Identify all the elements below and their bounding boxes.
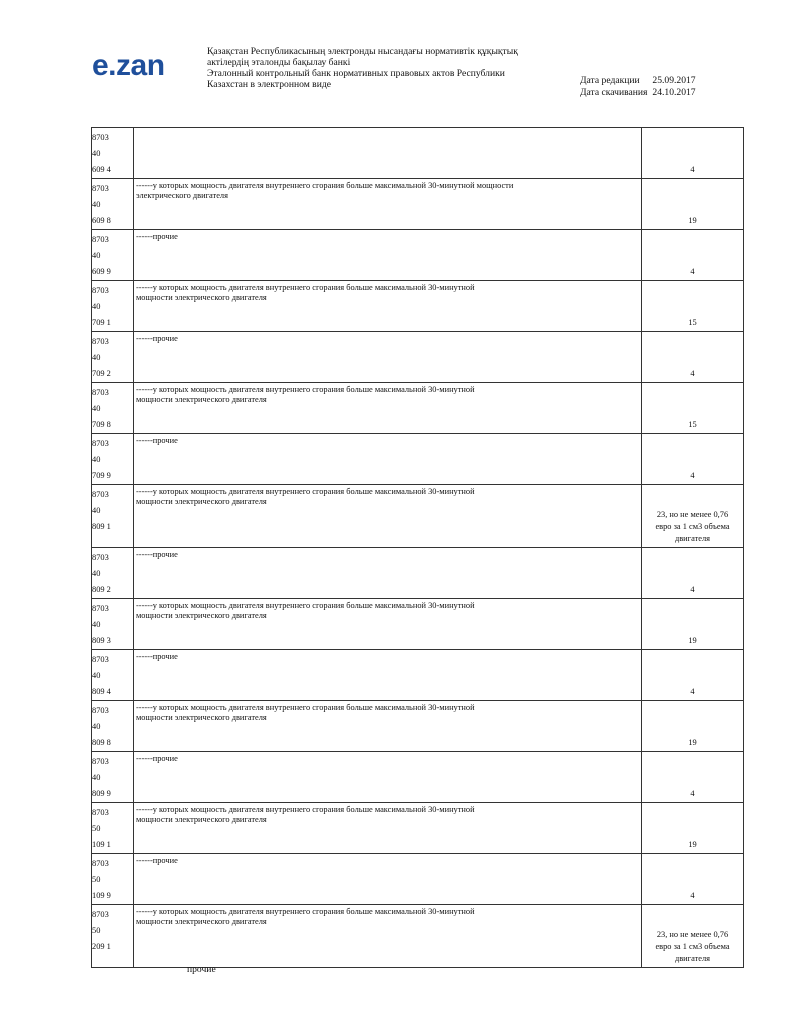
organization-title [207, 46, 567, 90]
table-row [92, 281, 744, 332]
commodity-code-cell [92, 179, 134, 230]
description-line: электрического двигателя [136, 191, 228, 200]
commodity-code-part: 8703 [92, 655, 109, 664]
description-cell [134, 650, 642, 701]
duty-rate-cell [642, 179, 744, 230]
commodity-code-part: 40 [92, 404, 101, 413]
edit-date-row [580, 75, 696, 87]
description-cell [134, 599, 642, 650]
download-date-value: 24.10.2017 [652, 87, 696, 98]
commodity-code-part: 40 [92, 506, 101, 515]
org-line: актілердің эталонды бақылау банкі [207, 57, 351, 68]
commodity-code-part: 609 9 [92, 267, 111, 276]
description-line: ------прочие [136, 334, 178, 343]
description-cell [134, 434, 642, 485]
commodity-code-part: 809 1 [92, 522, 111, 531]
edit-date-value: 25.09.2017 [652, 75, 696, 86]
commodity-code-cell [92, 599, 134, 650]
duty-rate-value [642, 509, 743, 547]
commodity-code-part: 8703 [92, 490, 109, 499]
duty-rate-value [642, 635, 743, 649]
duty-rate-line: 15 [688, 420, 697, 429]
duty-rate-line: двигателя [674, 954, 711, 963]
commodity-code-part: 709 9 [92, 471, 111, 480]
table-row [92, 599, 744, 650]
duty-rate-line: 15 [688, 318, 697, 327]
commodity-code-cell [92, 752, 134, 803]
commodity-code-part: 809 8 [92, 738, 111, 747]
commodity-code-part: 40 [92, 353, 101, 362]
table-row [92, 332, 744, 383]
duty-rate-cell [642, 905, 744, 968]
commodity-code-part: 50 [92, 875, 101, 884]
description-line: ------прочие [136, 856, 178, 865]
duty-rate-line: 4 [690, 687, 695, 696]
download-date-label: Дата скачивания [580, 87, 648, 98]
table-row [92, 752, 744, 803]
description-cell [134, 701, 642, 752]
commodity-code-cell [92, 434, 134, 485]
duty-rate-cell [642, 128, 744, 179]
duty-rate-cell [642, 803, 744, 854]
commodity-code-part: 40 [92, 569, 101, 578]
duty-rate-value [642, 266, 743, 280]
description-cell [134, 905, 642, 968]
commodity-code-part: 209 1 [92, 942, 111, 951]
commodity-code-part: 40 [92, 722, 101, 731]
description-cell [134, 752, 642, 803]
commodity-code-part: 8703 [92, 388, 109, 397]
commodity-code-part: 50 [92, 926, 101, 935]
commodity-code-part: 809 2 [92, 585, 111, 594]
duty-rate-line: 19 [688, 636, 697, 645]
tariff-table [91, 127, 744, 968]
description-line: ------прочие [136, 754, 178, 763]
commodity-code-part: 40 [92, 671, 101, 680]
commodity-code-part: 8703 [92, 553, 109, 562]
description-cell [134, 281, 642, 332]
duty-rate-line: 23, но не менее 0,76 [656, 510, 729, 519]
table-row [92, 485, 744, 548]
duty-rate-value [642, 788, 743, 802]
commodity-code-part: 8703 [92, 859, 109, 868]
table-row [92, 128, 744, 179]
description-cell [134, 230, 642, 281]
commodity-code-part: 40 [92, 773, 101, 782]
description-line: ------прочие [136, 436, 178, 445]
commodity-code-part: 50 [92, 824, 101, 833]
commodity-code-part: 109 9 [92, 891, 111, 900]
duty-rate-line: 4 [690, 267, 695, 276]
document-dates [580, 75, 696, 99]
description-line: мощности электрического двигателя [136, 611, 267, 620]
commodity-code-cell [92, 650, 134, 701]
description-line: мощности электрического двигателя [136, 815, 267, 824]
duty-rate-line: 23, но не менее 0,76 [656, 930, 729, 939]
commodity-code-part: 8703 [92, 604, 109, 613]
duty-rate-value [642, 686, 743, 700]
description-cell [134, 803, 642, 854]
commodity-code-cell [92, 128, 134, 179]
commodity-code-cell [92, 905, 134, 968]
description-cell [134, 485, 642, 548]
commodity-code-cell [92, 854, 134, 905]
table-row [92, 803, 744, 854]
description-cell [134, 548, 642, 599]
commodity-code-part: 8703 [92, 757, 109, 766]
duty-rate-cell [642, 752, 744, 803]
commodity-code-cell [92, 383, 134, 434]
org-line: Эталонный контрольный банк нормативных правовых актов Республики [207, 68, 505, 79]
org-line: Қазақстан Республикасының электронды нысандағы нормативтік құқықтық [207, 46, 518, 57]
duty-rate-cell [642, 650, 744, 701]
description-line: мощности электрического двигателя [136, 713, 267, 722]
commodity-code-part: 8703 [92, 706, 109, 715]
duty-rate-line: 4 [690, 789, 695, 798]
description-line: ------у которых мощность двигателя внутреннего сгорания больше максимальной 30-минутной [136, 601, 475, 610]
duty-rate-line: 4 [690, 369, 695, 378]
duty-rate-line: двигателя [674, 534, 711, 543]
duty-rate-cell [642, 548, 744, 599]
table-row [92, 854, 744, 905]
commodity-code-cell [92, 281, 134, 332]
duty-rate-value [642, 317, 743, 331]
commodity-code-part: 8703 [92, 235, 109, 244]
duty-rate-cell [642, 854, 744, 905]
duty-rate-line: 19 [688, 738, 697, 747]
duty-rate-line: 19 [688, 216, 697, 225]
description-line: ------у которых мощность двигателя внутреннего сгорания больше максимальной 30-минутной [136, 283, 475, 292]
duty-rate-value [642, 839, 743, 853]
commodity-code-part: 709 2 [92, 369, 111, 378]
commodity-code-part: 709 1 [92, 318, 111, 327]
duty-rate-cell [642, 485, 744, 548]
commodity-code-cell [92, 230, 134, 281]
duty-rate-line: евро за 1 см3 объема [655, 522, 730, 531]
duty-rate-value [642, 737, 743, 751]
description-cell [134, 332, 642, 383]
table-row [92, 548, 744, 599]
commodity-code-part: 40 [92, 620, 101, 629]
description-line: ------прочие [136, 550, 178, 559]
table-row [92, 434, 744, 485]
duty-rate-value [642, 164, 743, 178]
commodity-code-part: 809 3 [92, 636, 111, 645]
duty-rate-value [642, 470, 743, 484]
commodity-code-cell [92, 803, 134, 854]
commodity-code-part: 40 [92, 200, 101, 209]
duty-rate-value [642, 419, 743, 433]
commodity-code-part: 8703 [92, 184, 109, 193]
duty-rate-line: 4 [690, 585, 695, 594]
table-row [92, 650, 744, 701]
description-line: мощности электрического двигателя [136, 395, 267, 404]
commodity-code-cell [92, 701, 134, 752]
duty-rate-value [642, 929, 743, 967]
commodity-code-part: 609 8 [92, 216, 111, 225]
table-row [92, 179, 744, 230]
commodity-code-part: 809 9 [92, 789, 111, 798]
commodity-code-part: 809 4 [92, 687, 111, 696]
description-line: ------прочие [136, 232, 178, 241]
commodity-code-cell [92, 332, 134, 383]
duty-rate-cell [642, 281, 744, 332]
table-row [92, 905, 744, 968]
duty-rate-cell [642, 599, 744, 650]
footer-text: прочие [187, 964, 216, 975]
org-line: Казахстан в электронном виде [207, 79, 331, 90]
duty-rate-line: евро за 1 см3 объема [655, 942, 730, 951]
duty-rate-line: 19 [688, 840, 697, 849]
description-line: ------прочие [136, 652, 178, 661]
commodity-code-cell [92, 548, 134, 599]
description-line: мощности электрического двигателя [136, 293, 267, 302]
description-line: мощности электрического двигателя [136, 497, 267, 506]
commodity-code-part: 8703 [92, 133, 109, 142]
duty-rate-cell [642, 230, 744, 281]
description-line: ------у которых мощность двигателя внутреннего сгорания больше максимальной 30-минутной [136, 487, 475, 496]
duty-rate-value [642, 368, 743, 382]
description-line: ------у которых мощность двигателя внутреннего сгорания больше максимальной 30-минутной [136, 385, 475, 394]
edit-date-label: Дата редакции [580, 75, 640, 86]
download-date-row [580, 87, 696, 99]
commodity-code-part: 8703 [92, 808, 109, 817]
duty-rate-value [642, 890, 743, 904]
description-line: ------у которых мощность двигателя внутреннего сгорания больше максимальной 30-минутной [136, 703, 475, 712]
commodity-code-part: 40 [92, 455, 101, 464]
commodity-code-part: 8703 [92, 439, 109, 448]
duty-rate-cell [642, 383, 744, 434]
commodity-code-cell [92, 485, 134, 548]
description-line: ------у которых мощность двигателя внутреннего сгорания больше максимальной 30-минутной [136, 907, 475, 916]
table-row [92, 383, 744, 434]
commodity-code-part: 609 4 [92, 165, 111, 174]
commodity-code-part: 40 [92, 251, 101, 260]
duty-rate-cell [642, 434, 744, 485]
table-row [92, 701, 744, 752]
commodity-code-part: 8703 [92, 910, 109, 919]
duty-rate-value [642, 584, 743, 598]
duty-rate-value [642, 215, 743, 229]
description-line: ------у которых мощность двигателя внутреннего сгорания больше максимальной 30-минутной [136, 805, 475, 814]
commodity-code-part: 40 [92, 302, 101, 311]
description-cell [134, 383, 642, 434]
commodity-code-part: 40 [92, 149, 101, 158]
commodity-code-part: 709 8 [92, 420, 111, 429]
ezan-logo: e.zan [92, 49, 165, 82]
duty-rate-cell [642, 701, 744, 752]
description-line: мощности электрического двигателя [136, 917, 267, 926]
table-row [92, 230, 744, 281]
commodity-code-part: 8703 [92, 337, 109, 346]
duty-rate-cell [642, 332, 744, 383]
commodity-code-part: 8703 [92, 286, 109, 295]
description-cell [134, 128, 642, 179]
description-cell [134, 179, 642, 230]
description-line: ------у которых мощность двигателя внутреннего сгорания больше максимальной 30-минутной мощности [136, 181, 514, 190]
duty-rate-line: 4 [690, 165, 695, 174]
duty-rate-line: 4 [690, 891, 695, 900]
commodity-code-part: 109 1 [92, 840, 111, 849]
description-cell [134, 854, 642, 905]
duty-rate-line: 4 [690, 471, 695, 480]
